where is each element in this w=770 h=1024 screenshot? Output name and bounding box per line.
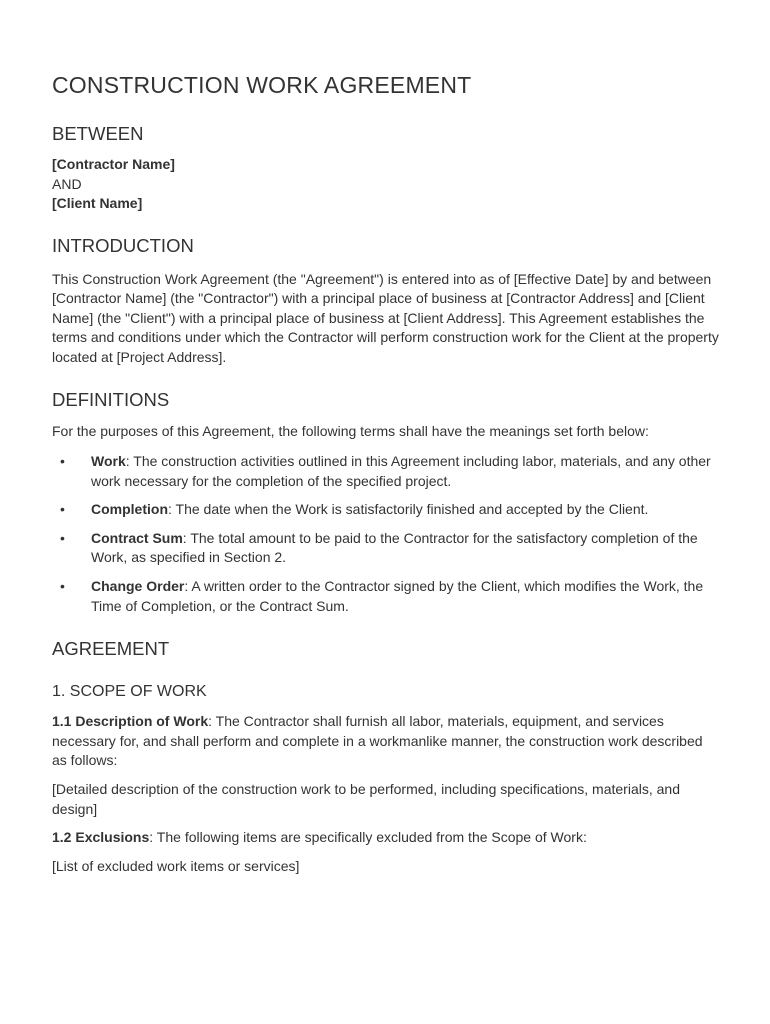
client-name: [Client Name] [52, 195, 143, 211]
exclusions-text: : The following items are specifically excluded from the Scope of Work: [149, 829, 587, 846]
definitions-intro: For the purposes of this Agreement, the following terms shall have the meanings set forth below: [52, 423, 649, 440]
document-page [52, 68, 720, 876]
definitions-heading: DEFINITIONS [52, 389, 170, 411]
definition-text: : The construction activities outlined in this Agreement including labor, materials, and any other work necessary for the completion of the specified project. [91, 453, 711, 489]
bullet-icon: • [60, 578, 65, 595]
agreement-heading: AGREEMENT [52, 638, 170, 660]
definition-item [52, 452, 720, 491]
definition-item [52, 577, 720, 616]
description-of-work-label: 1.1 Description of Work [52, 713, 209, 730]
bullet-icon: • [60, 501, 65, 518]
definition-term: Work [91, 453, 126, 470]
definition-term: Contract Sum [91, 529, 183, 546]
exclusions-label: 1.2 Exclusions [52, 829, 150, 846]
definition-term: Change Order [91, 578, 185, 595]
definition-item [52, 529, 720, 568]
definition-text: : The date when the Work is satisfactorily finished and accepted by the Client. [168, 501, 649, 518]
definition-text: : The total amount to be paid to the Contractor for the satisfactory completion of the Work, as specified in Section 2. [91, 529, 698, 566]
document-title: CONSTRUCTION WORK AGREEMENT [52, 72, 472, 98]
scope-of-work-heading: 1. SCOPE OF WORK [52, 683, 207, 701]
and-label: AND [52, 175, 82, 192]
introduction-paragraph: This Construction Work Agreement (the "Agreement") is entered into as of [Effective Date] by and between [Contractor Name] (the "Contractor") with a principal place of business at [Contractor Address] and [Client Name] (the "Client") with a principal place of business at [Client Address]. This Agreement establishes the terms and conditions under which the Contractor will perform construction work for the Client at the property located at [Project Address]. [52, 270, 719, 365]
definition-text: : A written order to the Contractor signed by the Client, which modifies the Work, the Time of Completion, or the Contract Sum. [91, 578, 704, 614]
exclusions-placeholder: [List of excluded work items or services] [52, 857, 300, 874]
contractor-name: [Contractor Name] [52, 156, 175, 172]
description-of-work-paragraph [52, 712, 720, 771]
bullet-icon: • [60, 453, 65, 470]
parties-block [52, 155, 720, 214]
definition-term: Completion [91, 501, 168, 518]
definition-item [52, 500, 720, 520]
introduction-heading: INTRODUCTION [52, 234, 194, 256]
description-placeholder: [Detailed description of the construction work to be performed, including specifications, materials, and design] [52, 781, 680, 817]
description-of-work-text: : The Contractor shall furnish all labor, materials, equipment, and services necessary for, and shall perform and complete in a workmanlike manner, the construction work described as follows: [52, 713, 703, 769]
exclusions-paragraph [52, 828, 720, 848]
between-heading: BETWEEN [52, 123, 144, 144]
definitions-list [52, 452, 720, 616]
bullet-icon: • [60, 529, 65, 546]
